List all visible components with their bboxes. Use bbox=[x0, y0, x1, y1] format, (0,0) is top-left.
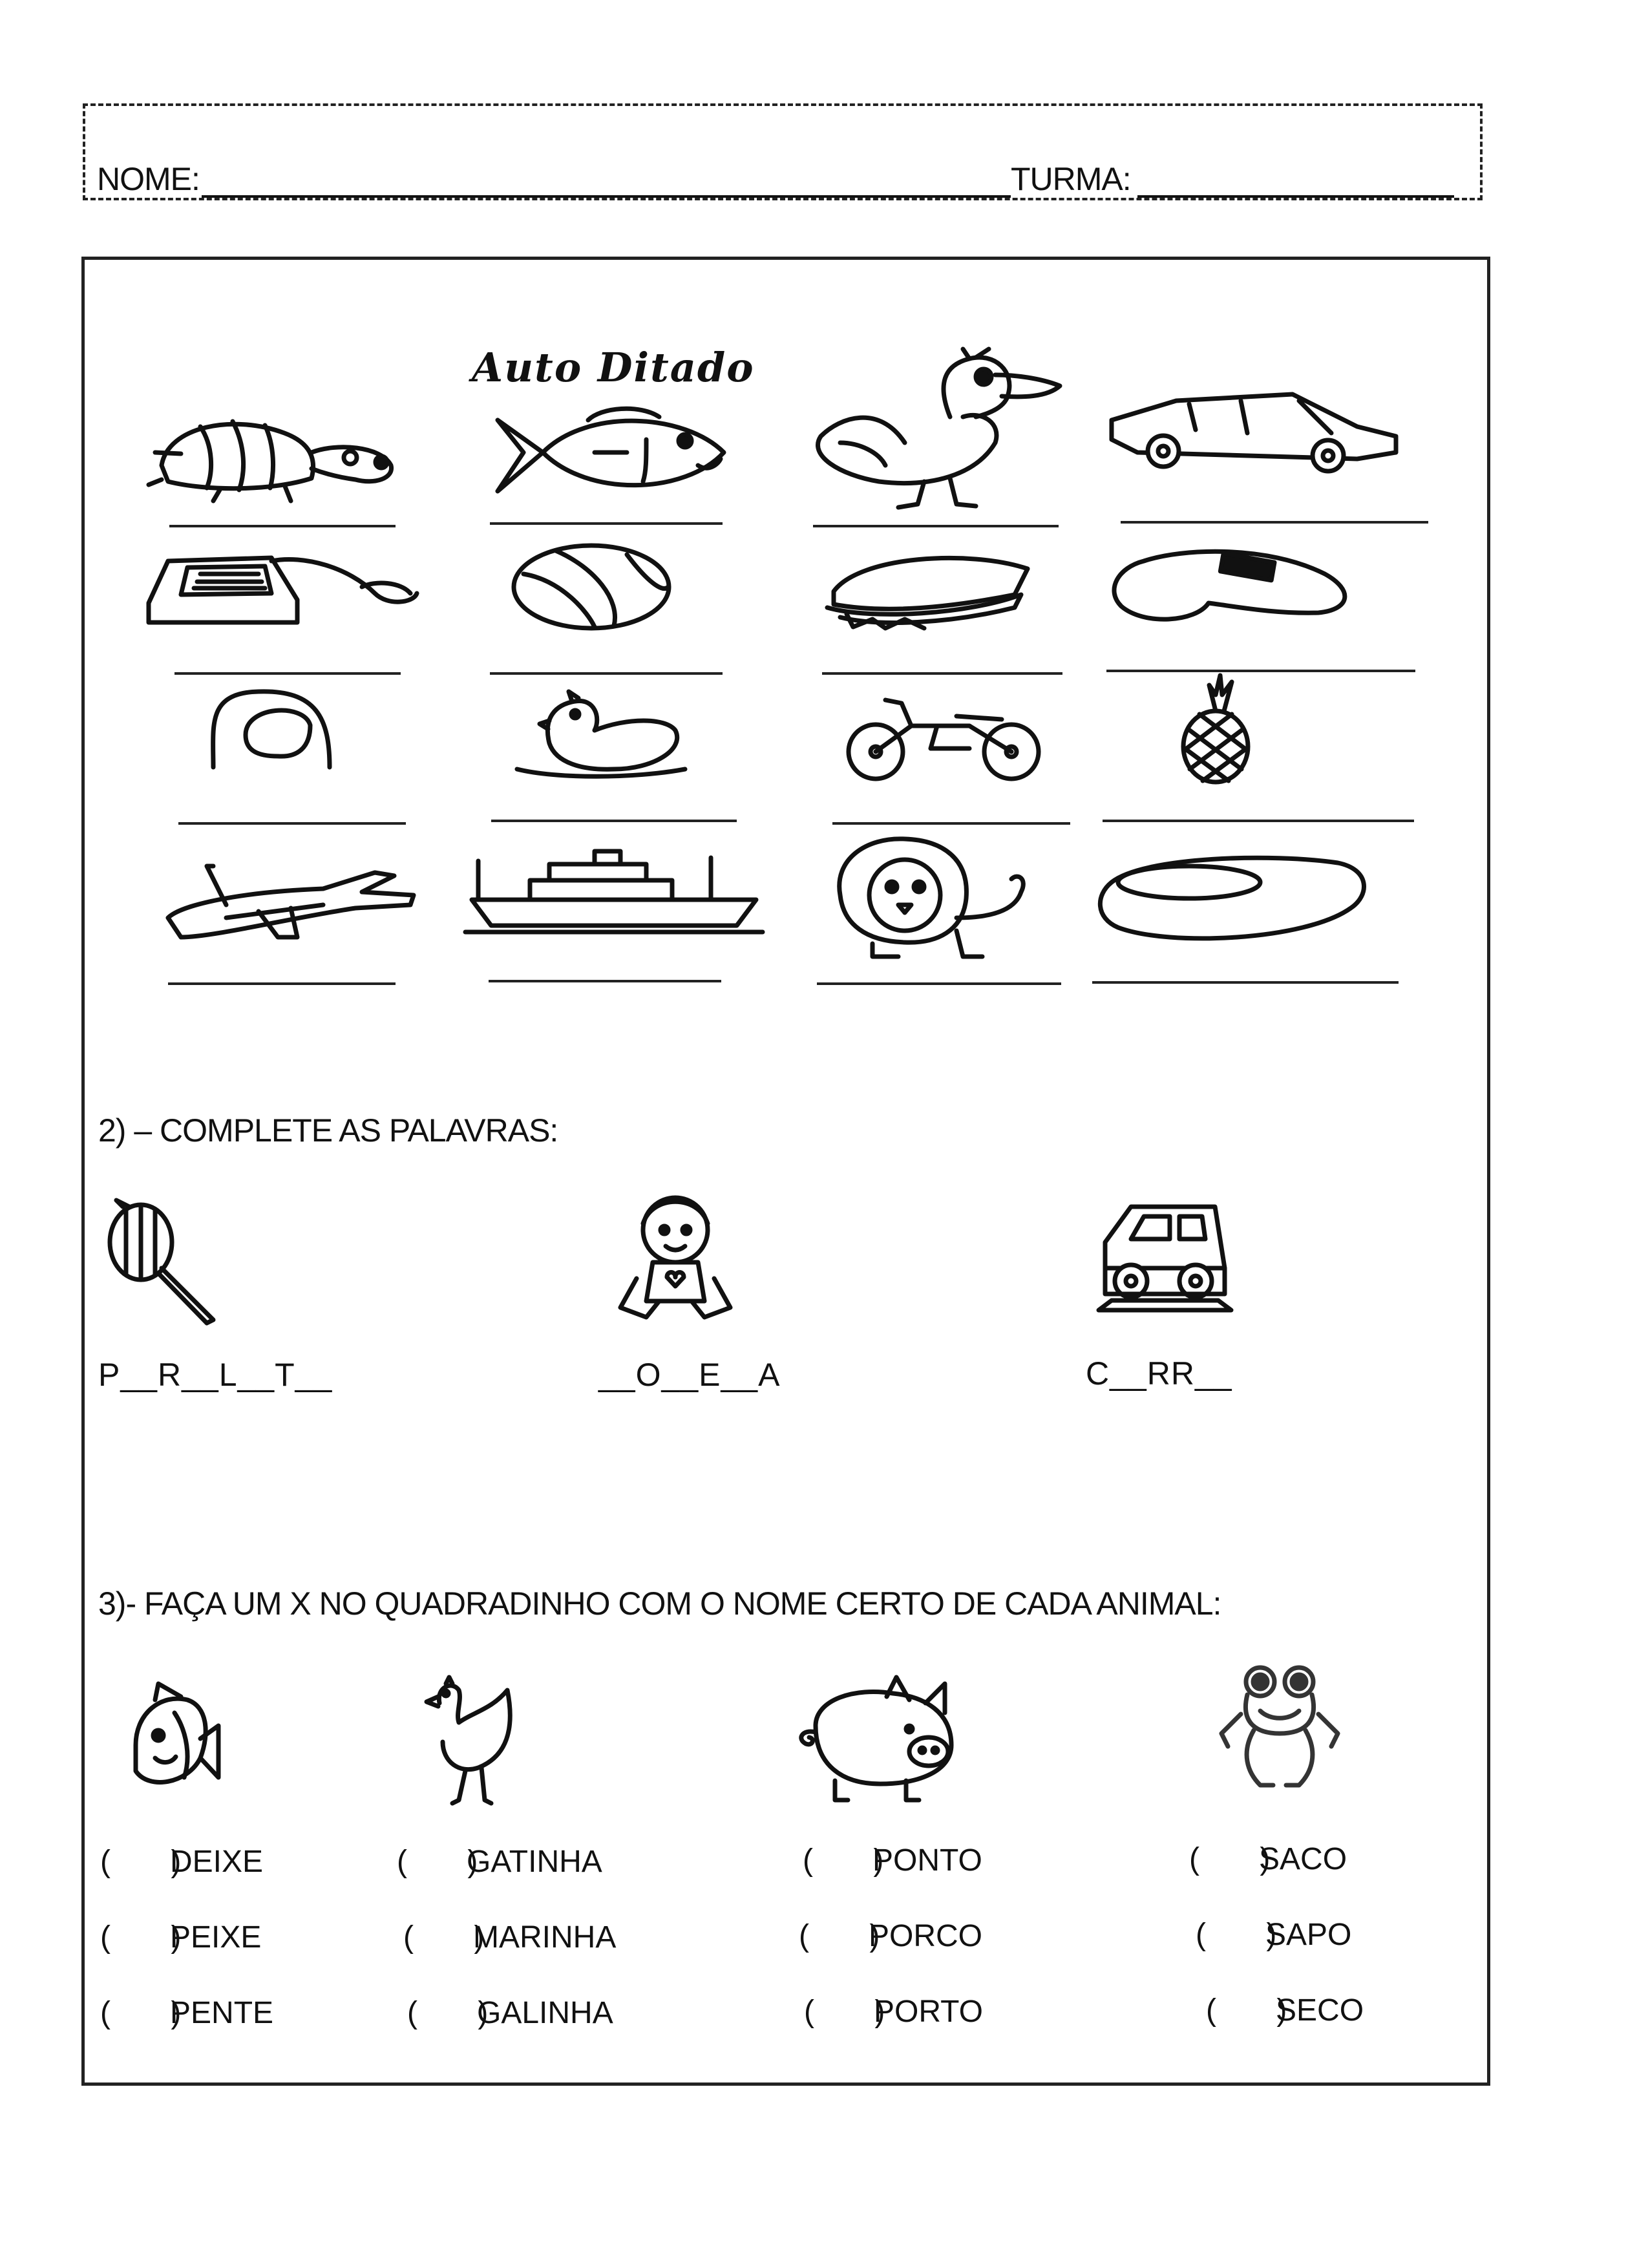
student-info-box bbox=[83, 103, 1483, 200]
whistle-icon bbox=[1105, 542, 1357, 626]
answer-line-9[interactable] bbox=[178, 822, 406, 825]
answer-line-15[interactable] bbox=[817, 982, 1061, 985]
duck-icon bbox=[801, 346, 1066, 511]
finger-icon bbox=[207, 686, 343, 770]
activity2-title: 2) – COMPLETE AS PALAVRAS: bbox=[98, 1112, 558, 1149]
car-icon bbox=[1099, 375, 1402, 472]
option-checkbox[interactable]: ( ) bbox=[100, 1845, 182, 1879]
frog-icon bbox=[1215, 1662, 1344, 1792]
complete-word-lollipop: P__R__L__T__ bbox=[98, 1357, 333, 1393]
complete-word-doll: __O__E__A bbox=[598, 1357, 781, 1393]
avocado-icon bbox=[1092, 850, 1370, 944]
pig-icon bbox=[790, 1674, 964, 1803]
option-checkbox[interactable]: ( ) bbox=[100, 1996, 182, 2030]
option-seco[interactable]: ( ) SECO bbox=[1206, 1993, 1364, 2028]
class-label: TURMA: bbox=[1011, 161, 1131, 197]
fish-icon-1 bbox=[491, 401, 730, 504]
option-checkbox[interactable]: ( ) bbox=[407, 1996, 489, 2030]
sandwich-icon bbox=[821, 543, 1041, 630]
option-galinha[interactable]: ( ) GALINHA bbox=[407, 1996, 613, 2030]
answer-line-3[interactable] bbox=[813, 525, 1059, 527]
answer-line-12[interactable] bbox=[1103, 820, 1414, 822]
option-checkbox[interactable]: ( ) bbox=[804, 1995, 885, 2029]
telephone-icon bbox=[142, 542, 420, 629]
option-porto[interactable]: ( ) PORTO bbox=[804, 1995, 983, 2029]
activity-title: Auto Ditado bbox=[472, 344, 755, 391]
answer-line-4[interactable] bbox=[1121, 521, 1428, 524]
complete-word-car: C__RR__ bbox=[1086, 1355, 1232, 1392]
hen-icon-1 bbox=[504, 692, 692, 782]
pineapple-icon bbox=[1180, 672, 1251, 782]
answer-line-7[interactable] bbox=[822, 672, 1062, 675]
name-label: NOME: bbox=[97, 161, 200, 197]
option-checkbox[interactable]: ( ) bbox=[803, 1843, 884, 1878]
fish-icon-2 bbox=[123, 1680, 220, 1800]
option-checkbox[interactable]: ( ) bbox=[1196, 1918, 1277, 1952]
answer-line-13[interactable] bbox=[168, 982, 396, 985]
option-checkbox[interactable]: ( ) bbox=[100, 1920, 182, 1955]
option-ponto[interactable]: ( ) PONTO bbox=[803, 1843, 982, 1878]
worksheet-frame bbox=[81, 257, 1490, 2086]
hen-icon-2 bbox=[420, 1677, 517, 1807]
airplane-icon bbox=[162, 847, 420, 944]
doll-icon bbox=[614, 1194, 737, 1324]
answer-line-16[interactable] bbox=[1092, 981, 1399, 984]
answer-line-5[interactable] bbox=[174, 672, 401, 675]
option-marinha[interactable]: ( ) MARINHA bbox=[403, 1920, 617, 1955]
option-sapo[interactable]: ( ) SAPO bbox=[1196, 1918, 1352, 1952]
option-deixe[interactable]: ( ) DEIXE bbox=[100, 1845, 264, 1879]
option-checkbox[interactable]: ( ) bbox=[1206, 1993, 1287, 2028]
ball-icon bbox=[511, 542, 672, 632]
option-pente[interactable]: ( ) PENTE bbox=[100, 1996, 274, 2030]
ship-icon bbox=[465, 848, 763, 935]
option-saco[interactable]: ( ) SACO bbox=[1189, 1842, 1347, 1876]
option-checkbox[interactable]: ( ) bbox=[1189, 1842, 1271, 1876]
option-checkbox[interactable]: ( ) bbox=[799, 1919, 880, 1953]
lollipop-icon bbox=[103, 1197, 220, 1323]
activity3-title: 3)- FAÇA UM X NO QUADRADINHO COM O NOME CERTO DE CADA ANIMAL: bbox=[98, 1585, 1221, 1622]
answer-line-1[interactable] bbox=[169, 525, 396, 527]
motorcycle-icon bbox=[840, 697, 1047, 781]
answer-line-8[interactable] bbox=[1106, 670, 1415, 672]
option-checkbox[interactable]: ( ) bbox=[403, 1920, 485, 1955]
option-peixe[interactable]: ( ) PEIXE bbox=[100, 1920, 262, 1955]
option-porco[interactable]: ( ) PORCO bbox=[799, 1919, 983, 1953]
class-field[interactable] bbox=[1137, 195, 1454, 198]
answer-line-10[interactable] bbox=[491, 820, 737, 822]
answer-line-14[interactable] bbox=[489, 980, 721, 982]
option-gatinha[interactable]: ( ) GATINHA bbox=[397, 1845, 602, 1879]
name-field[interactable] bbox=[202, 195, 1011, 198]
lion-icon bbox=[827, 834, 1034, 960]
answer-line-6[interactable] bbox=[490, 672, 723, 675]
toy-car-icon bbox=[1092, 1197, 1234, 1320]
armadillo-icon bbox=[142, 407, 407, 504]
option-checkbox[interactable]: ( ) bbox=[397, 1845, 478, 1879]
answer-line-2[interactable] bbox=[490, 522, 723, 525]
answer-line-11[interactable] bbox=[832, 822, 1070, 825]
